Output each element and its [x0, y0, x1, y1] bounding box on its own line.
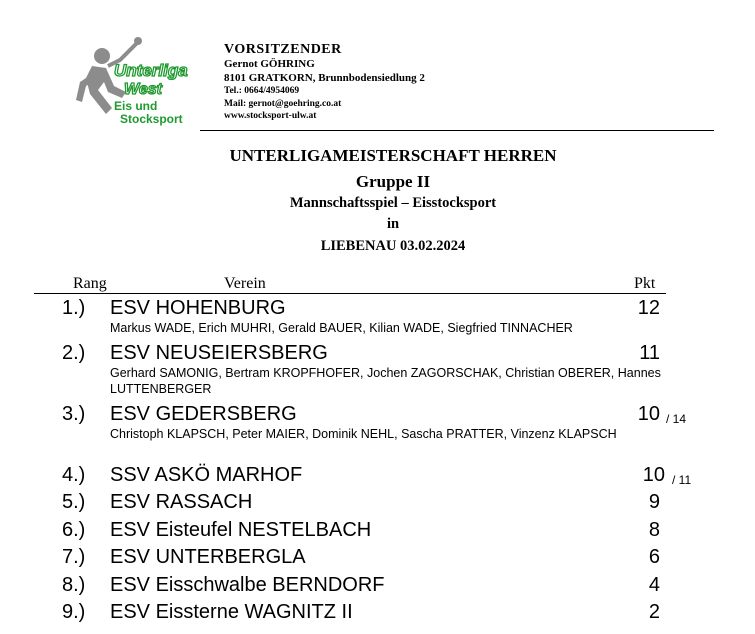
points-value: 11 — [639, 342, 660, 364]
discipline-title: Mannschaftsspiel – Eisstocksport — [289, 195, 497, 211]
rank-number: 3.) — [62, 403, 86, 425]
points-tiebreak: / 11 — [672, 473, 692, 487]
rank-number: 2.) — [62, 342, 86, 364]
points-value: 8 — [648, 519, 660, 541]
contact-phone: Tel.: 0664/4954069 — [224, 86, 300, 96]
logo-text-eis-und: Eis und — [114, 99, 158, 113]
points-value: 6 — [648, 546, 660, 568]
contact-address: 8101 GRATKORN, Brunnbodensiedlung 2 — [224, 72, 425, 84]
championship-title: UNTERLIGAMEISTERSCHAFT HERREN — [229, 146, 557, 165]
points-value: 10 — [637, 403, 660, 425]
place-date-title: LIEBENAU 03.02.2024 — [320, 238, 466, 254]
player-list: Markus WADE, Erich MUHRI, Gerald BAUER, Kilian WADE, Siegfried TINNACHER — [110, 321, 573, 335]
club-name: ESV Eisschwalbe BERNDORF — [110, 574, 385, 596]
player-list: Christoph KLAPSCH, Peter MAIER, Dominik NEHL, Sascha PRATTER, Vinzenz KLAPSCH — [110, 427, 617, 441]
logo-text-stocksport: Stocksport — [120, 112, 183, 126]
contact-mail: Mail: gernot@goehring.co.at — [224, 98, 342, 109]
points-value: 10 — [642, 464, 665, 486]
logo-text-west: West — [124, 81, 162, 98]
club-name: ESV Eisteufel NESTELBACH — [110, 519, 372, 541]
logo-text-unterliga: Unterliga — [114, 61, 188, 80]
club-name: SSV ASKÖ MARHOF — [110, 464, 303, 486]
player-list: Gerhard SAMONIG, Bertram KROPFHOFER, Jochen ZAGORSCHAK, Christian OBERER, Hannes LUTTENBERGER — [110, 366, 661, 396]
club-name: ESV HOHENBURG — [110, 297, 286, 319]
club-name: ESV RASSACH — [110, 491, 253, 513]
club-name: ESV GEDERSBERG — [110, 403, 297, 425]
column-header-rank: Rang — [73, 275, 107, 292]
column-header-club: Verein — [224, 275, 266, 292]
column-header-points: Pkt — [634, 275, 656, 292]
rank-number: 7.) — [62, 546, 86, 568]
group-title: Gruppe II — [355, 172, 431, 191]
club-name: ESV Eissterne WAGNITZ II — [110, 601, 353, 623]
points-value: 2 — [648, 601, 660, 623]
points-value: 9 — [648, 491, 660, 513]
points-value: 4 — [648, 574, 660, 596]
points-tiebreak: / 14 — [666, 412, 687, 426]
rank-number: 6.) — [62, 519, 86, 541]
contact-web: www.stocksport-ulw.at — [224, 111, 317, 121]
rank-number: 1.) — [62, 297, 86, 319]
contact-block — [224, 43, 425, 125]
contact-role: VORSITZENDER — [224, 42, 342, 57]
rank-number: 5.) — [62, 491, 86, 513]
in-label: in — [386, 216, 400, 232]
contact-name: Gernot GÖHRING — [224, 58, 315, 70]
club-name: ESV NEUSEIERSBERG — [110, 342, 328, 364]
header-divider — [200, 130, 714, 131]
club-name: ESV UNTERBERGLA — [110, 546, 306, 568]
points-value: 12 — [637, 297, 660, 319]
rank-number: 8.) — [62, 574, 86, 596]
club-logo — [68, 30, 208, 130]
rank-number: 4.) — [62, 464, 86, 486]
rank-number: 9.) — [62, 601, 86, 623]
table-header-divider — [34, 293, 666, 294]
